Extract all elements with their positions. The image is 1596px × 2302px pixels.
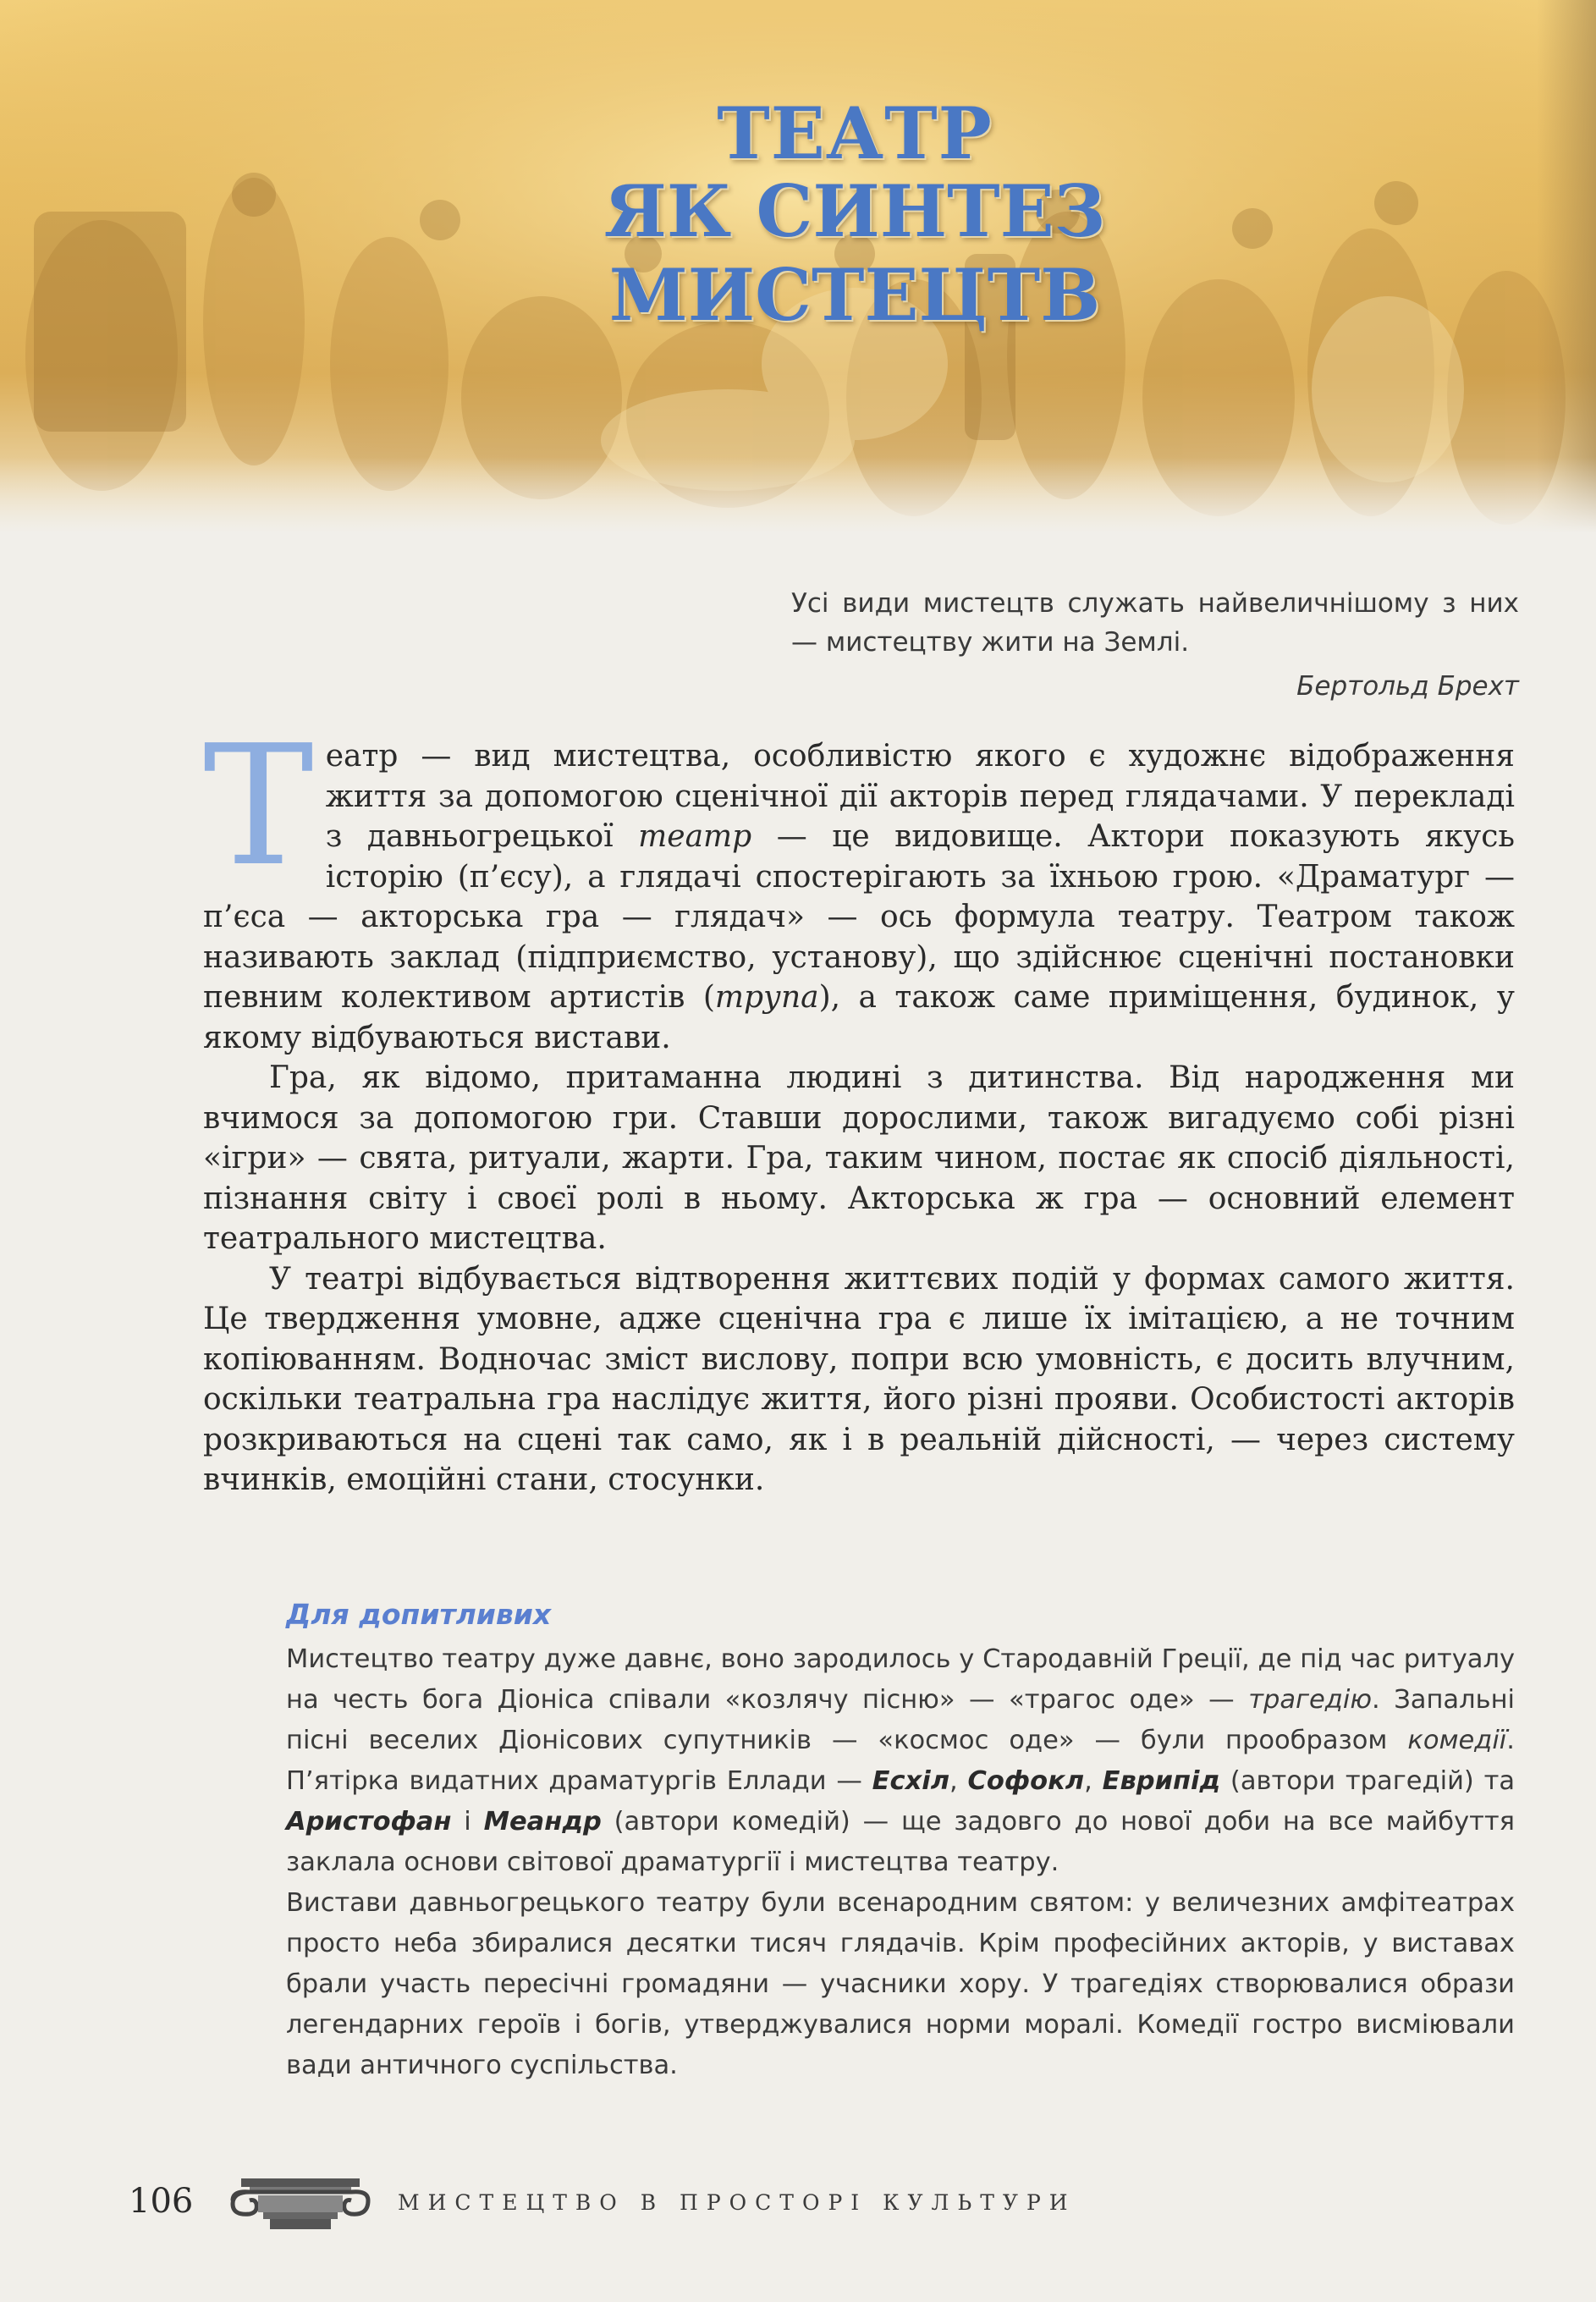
sidebar-p1-e: (автори комедій) — ще задовго до нової доби на все майбуття заклала основи світової драматургії і мистецтва театру.	[286, 1807, 1515, 1877]
curious-sidebar	[286, 1594, 1515, 2086]
drop-cap: Т	[203, 710, 314, 903]
name-aristophanes: Аристофан	[286, 1807, 452, 1837]
sidebar-heading: Для допитливих	[286, 1598, 552, 1631]
paragraph-1	[203, 710, 1515, 1058]
sidebar-p1-sep2: ,	[1084, 1766, 1103, 1796]
term-tragedy: трагедію	[1248, 1685, 1373, 1715]
sidebar-p1-c: . П’ятірка видатних драматургів Еллади —	[286, 1726, 1515, 1796]
term-comedy: комедії	[1407, 1726, 1507, 1755]
name-euripides: Еврипід	[1102, 1766, 1221, 1796]
term-theatre: театр	[638, 819, 752, 854]
paragraph-1-part-a: еатр — вид мистецтва, особливістю якого є художнє відображення життя за допомогою сценічної дії акторів перед глядачами. У перекладі з давньогрецької	[325, 739, 1515, 854]
page-title-line-1: ТЕАТР	[717, 91, 993, 175]
banner-fade	[0, 457, 1596, 533]
main-text	[203, 710, 1515, 1501]
epigraph	[791, 584, 1519, 706]
header-banner	[0, 0, 1596, 533]
paragraph-2: Гра, як відомо, притаманна людині з дитинства. Від народження ми вчимося за допомогою гри. Ставши дорослими, також вигадуємо собі різні «ігри» — свята, ритуали, жарти. Гра, таким чином, постає як спосіб діяльності, пізнання світу і своєї ролі в ньому. Акторська ж гра — основний елемент театрального мистецтва.	[203, 1060, 1515, 1256]
paragraph-1-part-c: ), а також саме приміщення, будинок, у якому відбуваються вистави.	[203, 980, 1515, 1055]
name-menander: Меандр	[483, 1807, 602, 1837]
page-number: 106	[129, 2182, 194, 2221]
sidebar-p1-sep1: ,	[949, 1766, 968, 1796]
page-title-line-2: ЯК СИНТЕЗ МИСТЕЦТВ	[603, 169, 1106, 337]
sidebar-p1-and: і	[451, 1807, 484, 1837]
epigraph-quote: Усі види мистецтв служать найвеличнішому з них — мистецтву жити на Землі.	[791, 588, 1519, 658]
footer-section-title: МИСТЕЦТВО В ПРОСТОРІ КУЛЬТУРИ	[398, 2190, 1076, 2215]
term-troupe: трупа	[714, 980, 819, 1015]
sidebar-paragraph-2: Вистави давньогрецького театру були всенародним святом: у величезних амфітеатрах просто неба збиралися десятки тисяч глядачів. Крім професійних акторів, у виставах брали участь пересічні громадяни — учасники хору. У трагедіях створювалися образи легендарних героїв і богів, утверджувалися норми моралі. Комедії гостро висміювали вади античного суспільства.	[286, 1888, 1515, 2080]
sidebar-p1-b: . Запальні пісні веселих Діонісових супутників — «космос оде» — були прообразом	[286, 1685, 1515, 1755]
name-sophocles: Софокл	[967, 1766, 1085, 1796]
banner-page-edge	[1537, 0, 1596, 533]
sidebar-p1-d: (автори трагедій) та	[1220, 1766, 1516, 1796]
ionic-column-capital-icon	[216, 2175, 385, 2234]
epigraph-author: Бертольд Брехт	[1296, 671, 1519, 702]
paragraph-3: У театрі відбувається відтворення життєвих подій у формах самого життя. Це твердження умовне, адже сценічна гра є лише їх імітацією, а не точним копіюванням. Водночас зміст вислову, попри всю умовність, є досить влучним, оскільки театральна гра наслідує життя, його різні прояви. Особистості акторів розкриваються на сцені так само, як і в реальній дійсності, — через систему вчинків, емоційні стани, стосунки.	[203, 1261, 1515, 1497]
name-aeschylus: Есхіл	[872, 1766, 950, 1796]
page-footer	[0, 2167, 1596, 2251]
paragraph-1-part-b: — це видовище. Актори показують якусь історію (п’єсу), а глядачі спостерігають за їхньою грою. «Драматург — п’єса — акторська гра — глядач» — ось формула театру. Театром також називають заклад (підприємство, установу), що здійснює сценічні постановки певним колективом артистів (	[203, 819, 1515, 1015]
sidebar-p1-a: Мистецтво театру дуже давнє, воно зародилось у Стародавній Греції, де під час ритуалу на честь бога Діоніса співали «козлячу пісню» — «трагос оде» —	[286, 1644, 1515, 1715]
sidebar-paragraph-1	[286, 1639, 1515, 1883]
